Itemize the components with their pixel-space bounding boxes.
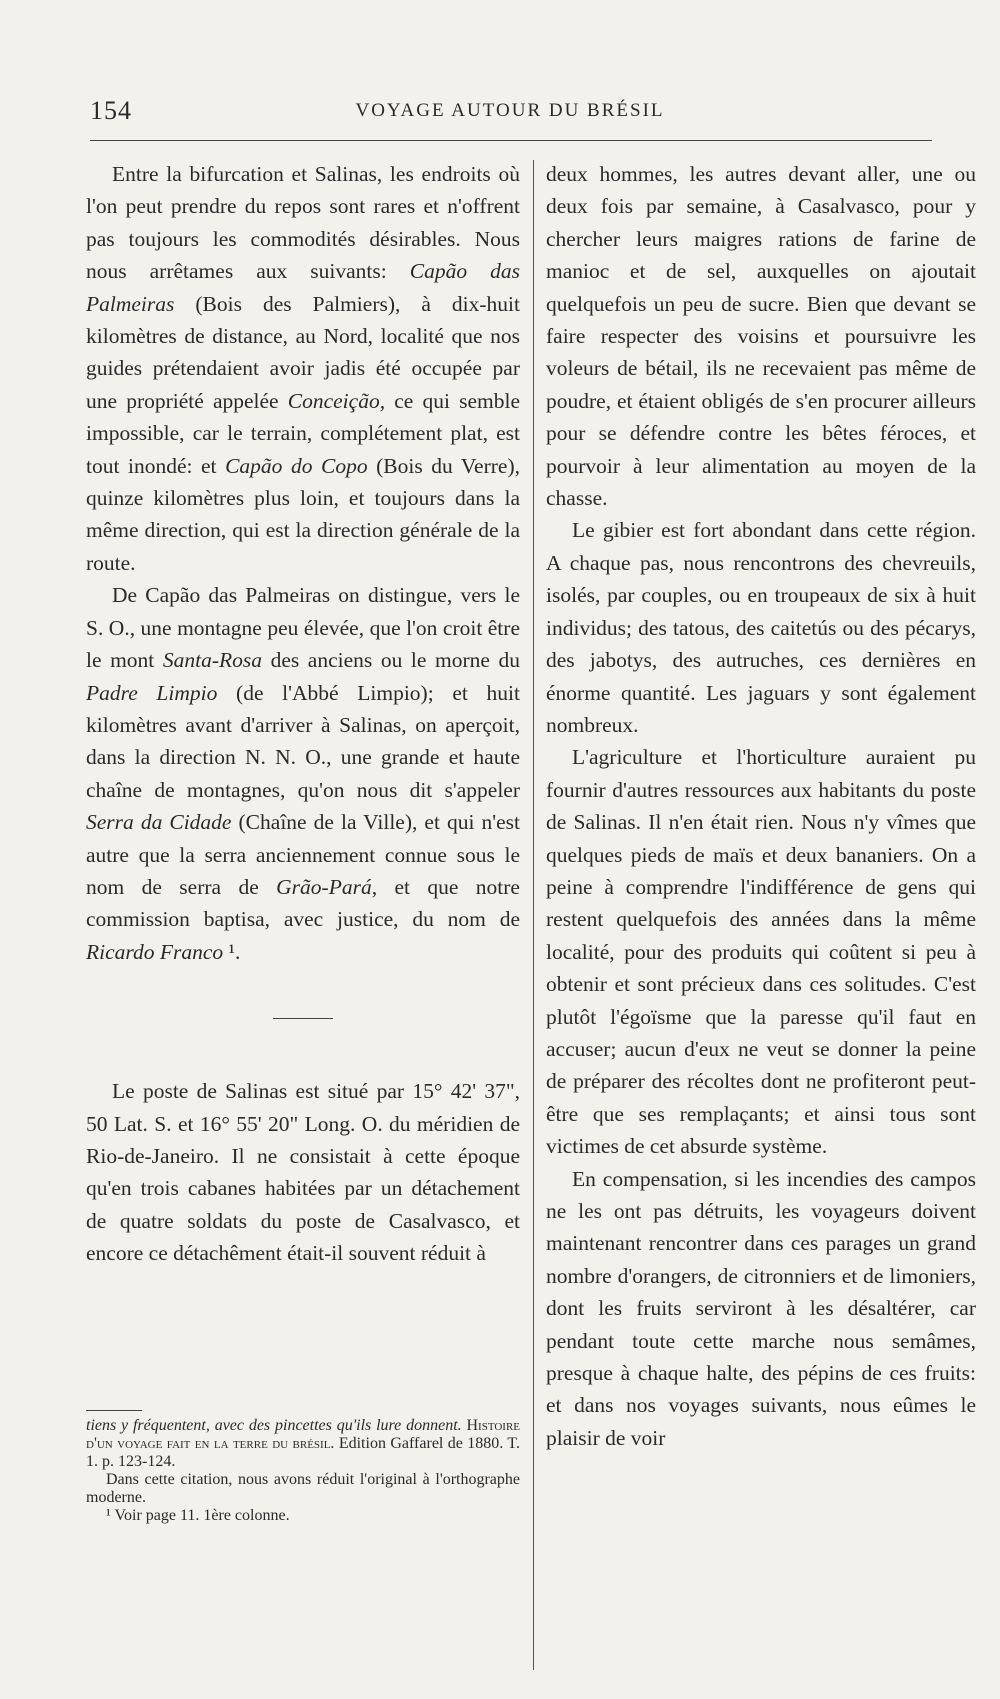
paragraph (86, 158, 520, 579)
page-header (90, 92, 930, 132)
paragraph (546, 514, 976, 741)
running-title: VOYAGE AUTOUR DU BRÉSIL (355, 100, 665, 121)
text-run: En compensation, si les incendies des campos ne les ont pas détruits, les voyageurs doivent maintenant rencontrer dans ces parages un grand nombre d'orangers, de citronniers et de limoniers, dont les fruits serviront à les désaltérer, car pendant toute cette marche nous semâmes, presque à chaque halte, des pépins de ces fruits: et dans nos voyages suivants, nous eûmes le plaisir de voir (546, 1166, 976, 1450)
column-divider (533, 160, 534, 1670)
paragraph (546, 158, 976, 514)
text-run: De Capão das Palmeiras on distingue, vers le S. O., une montagne peu élevée, que l'on croit être le mont (86, 583, 520, 673)
footnote (86, 1507, 520, 1525)
italic-run: Capão das Palmeiras (86, 259, 520, 316)
text-run: (Bois du Verre), quinze kilomètres plus loin, et toujours dans la même direction, qui est la direction générale de la route. (86, 453, 520, 575)
header-rule (90, 140, 932, 141)
text-run: ce qui semble impossible, car le terrain, complétement plat, est tout inondé: et (86, 388, 520, 478)
text-run: . Edition Gaffarel de 1880. T. 1. p. 123-124. (86, 1435, 521, 1470)
italic-run: Padre Limpio (86, 680, 218, 705)
text-run: deux hommes, les autres devant aller, une ou deux fois par semaine, à Casalvasco, pour y chercher leurs maigres rations de farine de manioc et de sel, auxquelles on ajoutait quelquefois un peu de sucre. Bien que devant se faire respecter des voisins et poursuivre les voleurs de bétail, ils ne recevaient pas même de poudre, et étaient obligés de s'en procurer ailleurs pour se défendre contre les bêtes féroces, et pourvoir à leur alimentation au moyen de la chasse. (546, 162, 976, 511)
text-run: (Bois des Palmiers), à dix-huit kilomètres de distance, au Nord, localité que nos guides prétendaient avoir jadis été occupée par une propriété appelée (86, 291, 520, 413)
left-column (86, 158, 520, 1270)
smallcaps-run: Histoire d'un voyage fait en la terre du brésil (86, 1417, 521, 1452)
text-run: Le poste de Salinas est situé par 15° 42' 37", 50 Lat. S. et 16° 55' 20" Long. O. du méridien de Rio-de-Janeiro. Il ne consistait à cette époque qu'en trois cabanes habitées par un détachement de quatre soldats du poste de Casalvasco, et encore ce détachêment était-il souvent réduit à (86, 1079, 520, 1266)
text-run: (Chaîne de la Ville), et qui n'est autre que la serra anciennement connue sous le nom de serra de (86, 810, 520, 899)
text-run: et que notre commission baptisa, avec justice, du nom de (86, 874, 520, 932)
text-run: Le gibier est fort abondant dans cette région. A chaque pas, nous rencontrons des chevreuils, isolés, par couples, ou en troupeaux de six à huit individus; des tatous, des caitetús ou des pécarys, des jabotys, des autruches, ces dernières en énorme quantité. Les jaguars y sont également nombreux. (546, 518, 976, 737)
text-run: Entre la bifurcation et Salinas, les endroits où l'on peut prendre du repos sont rares et n'offrent pas toujours les commodités désirables. Nous nous arrêtames aux suivants: (86, 162, 520, 284)
paragraph (546, 1163, 976, 1455)
footnote (86, 1417, 520, 1471)
italic-run: Santa-Rosa (162, 648, 262, 673)
text-run: Dans cette citation, nous avons réduit l'original à l'orthographe moderne. (86, 1471, 520, 1506)
italic-run: Grão-Pará, (276, 874, 378, 899)
paragraph (546, 741, 976, 1162)
paragraph (86, 1075, 520, 1269)
text-run: ¹. (223, 939, 241, 964)
right-column (546, 158, 976, 1454)
italic-run: Capão do Copo (225, 453, 368, 478)
italic-run: Conceição, (287, 388, 386, 413)
page-number: 154 (90, 96, 132, 125)
text-run: (de l'Abbé Limpio); et huit kilomètres avant d'arriver à Salinas, on aperçoit, dans la direction N. N. O., une grande et haute chaîne de montagnes, qu'on nous dit s'appeler (86, 680, 520, 802)
italic-run: tiens y fréquentent, avec des pincettes qu'ils lure donnent. (86, 1417, 462, 1434)
italic-run: Ricardo Franco (86, 939, 224, 964)
footnotes (86, 1410, 520, 1525)
italic-run: Serra da Cidade (86, 810, 232, 835)
footnote-rule (86, 1410, 142, 1411)
text-run: L'agriculture et l'horticulture auraient pu fournir d'autres ressources aux habitants du poste de Salinas. Il n'en était rien. Nous n'y vîmes que quelques pieds de maïs et deux bananiers. On a peine à comprendre l'indifférence de gens qui restent quelquefois des années dans la même localité, pour des produits qui coûtent si peu à obtenir et sont précieux dans ces solitudes. C'est plutôt l'égoïsme que la paresse qu'il faut en accuser; aucun d'eux ne veut se donner la peine de préparer des récoltes dont ne profiteront peut-être que ses remplaçants; et ainsi tous sont victimes de cet absurde système. (546, 745, 976, 1159)
text-run: des anciens ou le morne du (262, 648, 520, 673)
section-break-rule (273, 1018, 333, 1019)
footnote (86, 1471, 520, 1507)
text-run: ¹ Voir page 11. 1ère colonne. (106, 1507, 290, 1524)
paragraph (86, 579, 520, 968)
